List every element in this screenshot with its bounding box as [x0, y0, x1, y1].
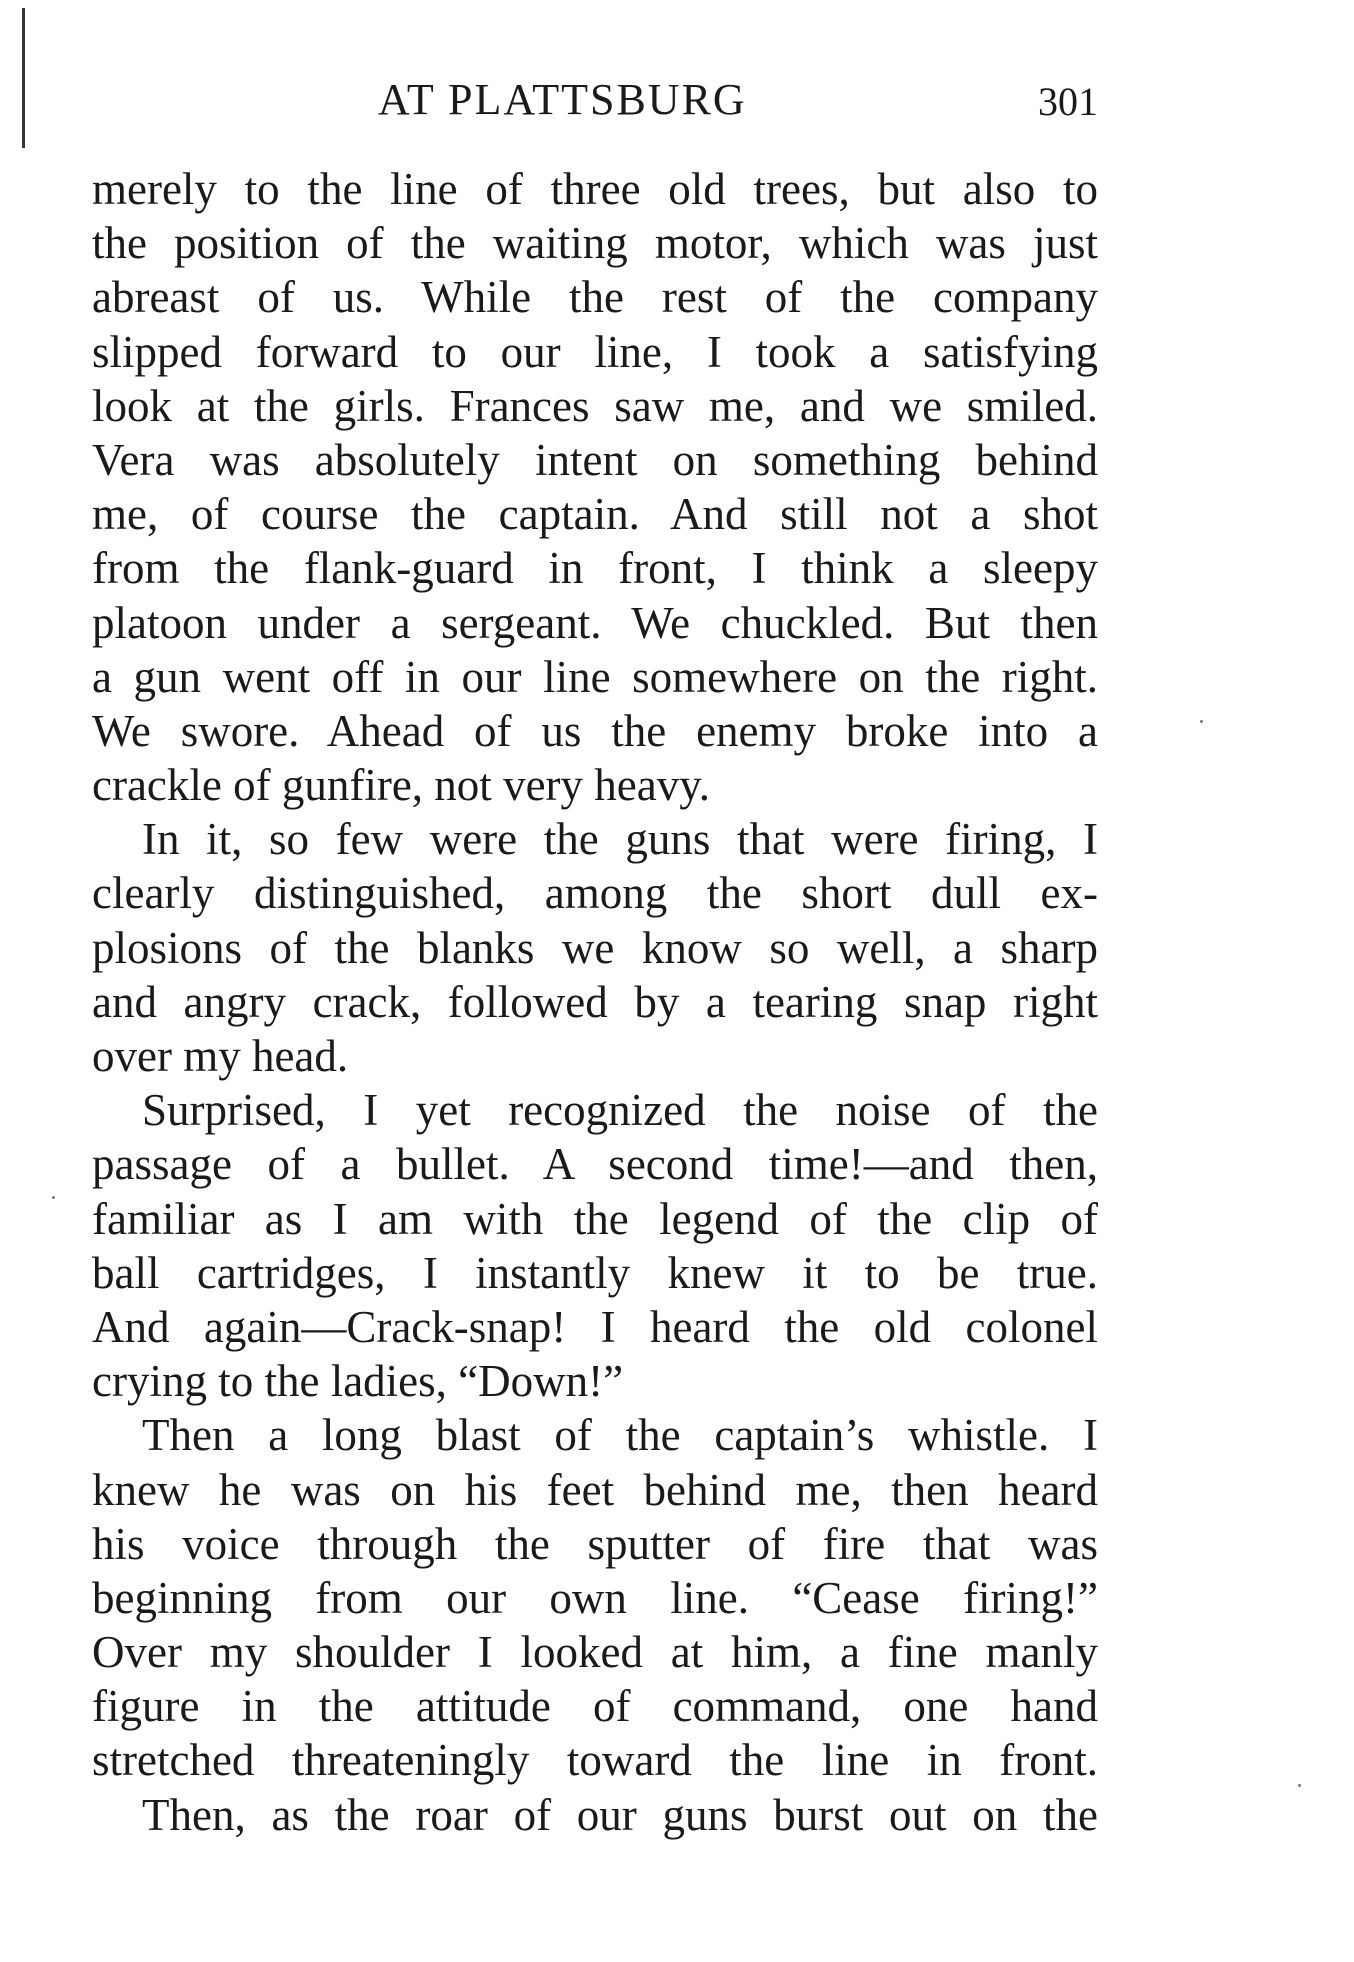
text-line: plosions of the blanks we know so well, a sharp [92, 922, 1098, 973]
paper-speck [1298, 1784, 1301, 1787]
paper-speck [1200, 720, 1203, 723]
text-line: from the flank-guard in front, I think a sleepy [92, 543, 1098, 594]
paper-speck [52, 1196, 55, 1199]
running-head: AT PLATTSBURG [378, 75, 747, 124]
text-line: platoon under a sergeant. We chuckled. But then [92, 597, 1098, 648]
text-line: And again—Crack-snap! I heard the old colonel [92, 1301, 1098, 1352]
text-line: Then a long blast of the captain’s whistle. I [142, 1410, 1098, 1461]
text-line: over my head. [92, 1031, 349, 1081]
text-line: knew he was on his feet behind me, then heard [92, 1464, 1098, 1515]
text-line: clearly distinguished, among the short dull ex- [92, 868, 1098, 919]
text-line: crying to the ladies, “Down!” [92, 1356, 624, 1407]
page-number: 301 [1038, 79, 1098, 124]
text-line: Surprised, I yet recognized the noise of the [142, 1085, 1098, 1136]
text-line: merely to the line of three old trees, but also to [92, 164, 1098, 214]
text-line: and angry crack, followed by a tearing snap right [92, 976, 1098, 1027]
text-line: ball cartridges, I instantly knew it to be true. [92, 1247, 1098, 1298]
text-line: abreast of us. While the rest of the company [92, 272, 1098, 323]
text-line: In it, so few were the guns that were firing, I [142, 814, 1098, 865]
text-line: Then, as the roar of our guns burst out on the [142, 1789, 1098, 1840]
page-header [92, 74, 1098, 134]
body-text [92, 162, 1098, 1842]
text-line: his voice through the sputter of fire that was [92, 1518, 1098, 1569]
text-line: figure in the attitude of command, one hand [92, 1681, 1098, 1732]
text-line: look at the girls. Frances saw me, and we smiled. [92, 380, 1098, 431]
text-line: stretched threateningly toward the line in front. [92, 1735, 1098, 1786]
text-line: a gun went off in our line somewhere on the right. [92, 651, 1098, 702]
text-line: passage of a bullet. A second time!—and then, [92, 1139, 1098, 1190]
page-gutter-mark [22, 8, 25, 148]
text-line: the position of the waiting motor, which was just [92, 218, 1098, 269]
text-line: beginning from our own line. “Cease firing!” [92, 1572, 1098, 1623]
text-line: We swore. Ahead of us the enemy broke into a [92, 705, 1098, 756]
text-line: crackle of gunfire, not very heavy. [92, 760, 711, 811]
text-line: slipped forward to our line, I took a satisfying [92, 326, 1098, 377]
text-line: familiar as I am with the legend of the clip of [92, 1193, 1098, 1244]
text-line: Vera was absolutely intent on something behind [92, 434, 1098, 485]
text-line: Over my shoulder I looked at him, a fine manly [92, 1627, 1098, 1678]
text-line: me, of course the captain. And still not a shot [92, 489, 1098, 540]
